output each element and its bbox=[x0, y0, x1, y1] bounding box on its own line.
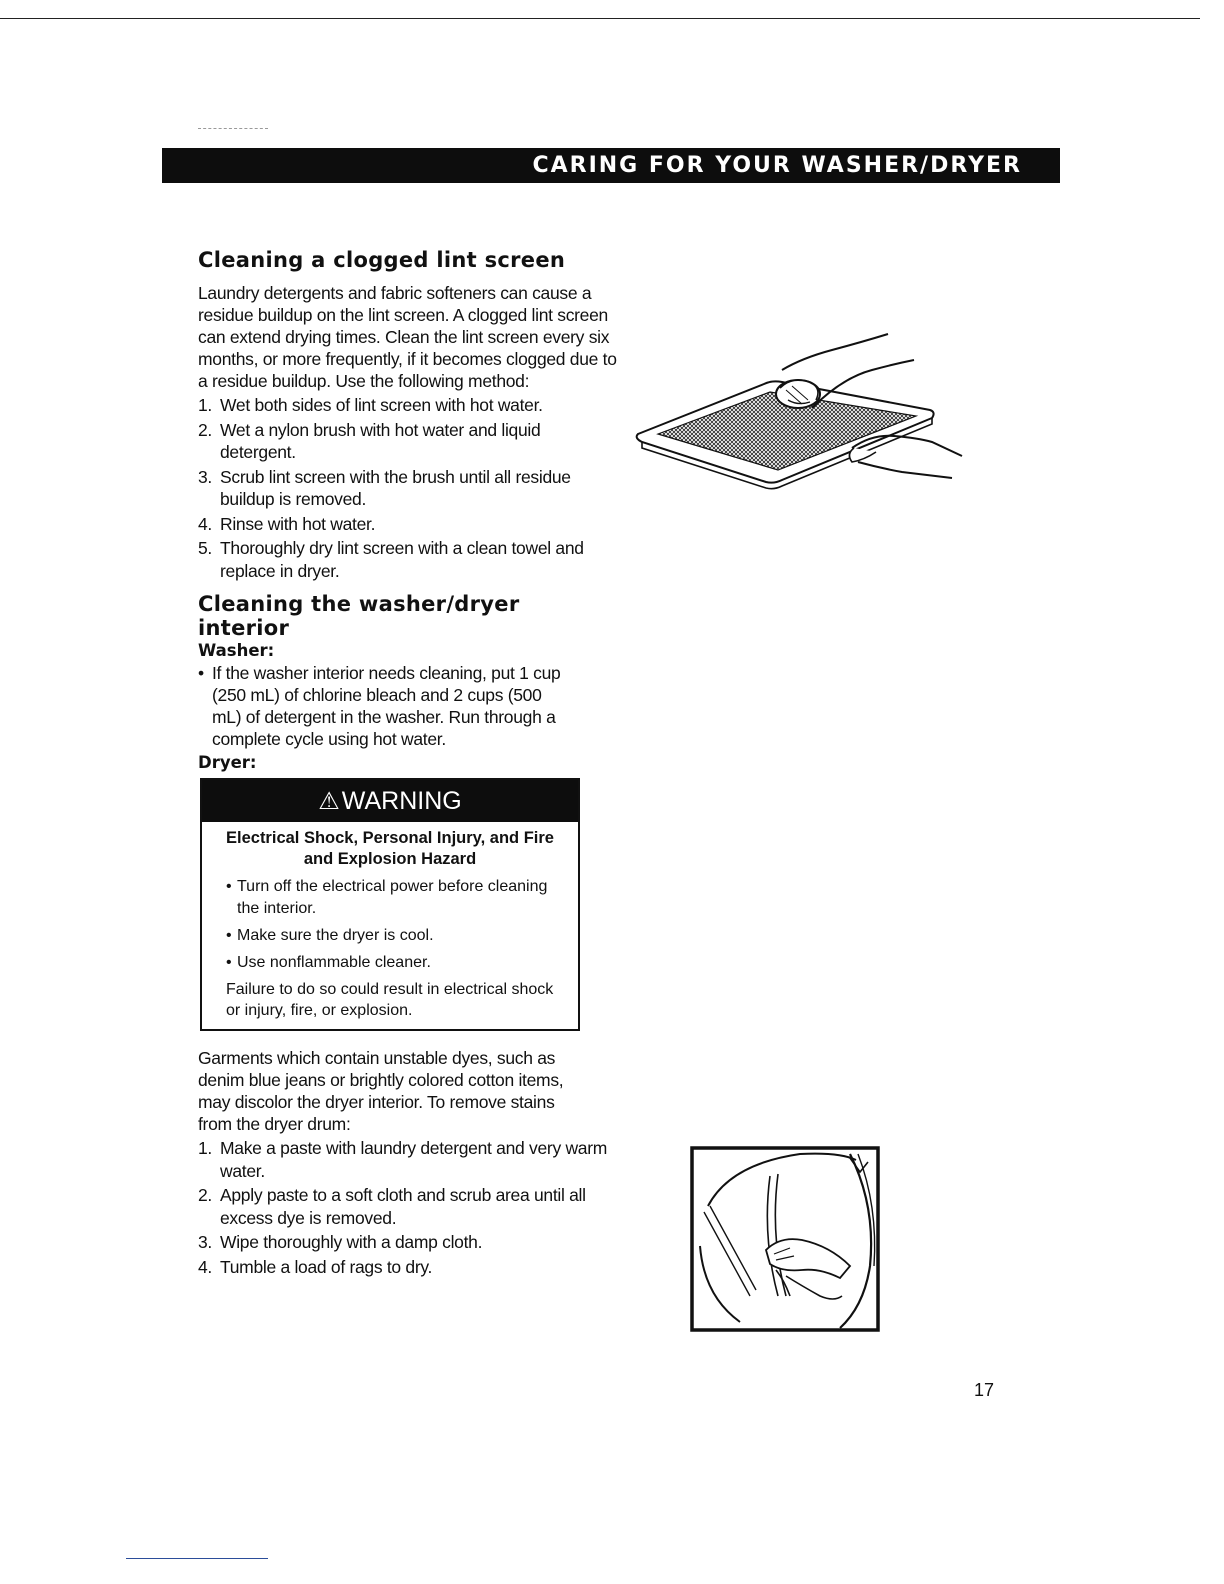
washer-instruction: • If the washer interior needs cleaning, put 1 cup (250 mL) of chlorine bleach and 2 cups (500 mL) of detergent in the washer. Run through a complete cycle using hot water. bbox=[198, 663, 561, 749]
list-item: 1. Make a paste with laundry detergent and very warm water. bbox=[198, 1138, 608, 1181]
list-item: • Turn off the electrical power before cleaning the interior. bbox=[226, 878, 548, 917]
lint-screen-scrub-illustration bbox=[632, 330, 968, 490]
warning-body bbox=[202, 822, 578, 1029]
list-item: 4. Rinse with hot water. bbox=[198, 513, 376, 534]
list-item: 4. Tumble a load of rags to dry. bbox=[198, 1256, 433, 1277]
section-banner-title: CARING FOR YOUR WASHER/DRYER bbox=[532, 153, 1022, 178]
warning-box bbox=[200, 778, 580, 1031]
interior-heading: Cleaning the washer/dryer interior bbox=[198, 592, 520, 640]
dryer-drum-wipe-illustration bbox=[690, 1146, 880, 1332]
section-banner bbox=[162, 148, 1060, 183]
stain-steps bbox=[198, 1137, 618, 1278]
page-number: 17 bbox=[974, 1380, 995, 1400]
stains-intro: Garments which contain unstable dyes, such as denim blue jeans or brightly colored cotton items, may discolor the dryer interior. To remove stains from the dryer drum: bbox=[198, 1048, 564, 1134]
list-item: 2. Wet a nylon brush with hot water and liquid detergent. bbox=[198, 419, 541, 462]
warning-list bbox=[226, 876, 568, 974]
lint-screen-steps bbox=[198, 394, 618, 582]
main-column bbox=[198, 248, 618, 1280]
lint-screen-heading: Cleaning a clogged lint screen bbox=[198, 248, 566, 272]
bullet-icon: • bbox=[198, 663, 204, 683]
warning-footer: Failure to do so could result in electrical shock or injury, fire, or explosion. bbox=[226, 981, 554, 1019]
list-item: • Make sure the dryer is cool. bbox=[226, 927, 434, 944]
top-rule bbox=[0, 18, 1200, 19]
top-rule-fragment bbox=[198, 128, 268, 129]
bottom-rule bbox=[126, 1558, 268, 1559]
lint-screen-intro: Laundry detergents and fabric softeners can cause a residue buildup on the lint screen. A clogged lint screen can extend drying times. Clean the lint screen every six months, or more frequently, if it becomes clogged due to a residue buildup. Use the following method: bbox=[198, 283, 617, 391]
list-item: 2. Apply paste to a soft cloth and scrub area until all excess dye is removed. bbox=[198, 1185, 586, 1228]
warning-triangle-icon: ⚠ bbox=[318, 787, 340, 815]
list-item: 1. Wet both sides of lint screen with hot water. bbox=[198, 395, 543, 415]
warning-hazard-title: Electrical Shock, Personal Injury, and Fire and Explosion Hazard bbox=[226, 829, 554, 868]
dryer-label: Dryer: bbox=[198, 753, 257, 772]
warning-header bbox=[202, 780, 578, 822]
list-item: • Use nonflammable cleaner. bbox=[226, 954, 431, 971]
list-item: 3. Wipe thoroughly with a damp cloth. bbox=[198, 1232, 483, 1252]
washer-label: Washer: bbox=[198, 641, 275, 660]
list-item: 3. Scrub lint screen with the brush until all residue buildup is removed. bbox=[198, 466, 571, 509]
warning-label: WARNING bbox=[341, 786, 462, 815]
list-item: 5. Thoroughly dry lint screen with a clean towel and replace in dryer. bbox=[198, 538, 584, 581]
